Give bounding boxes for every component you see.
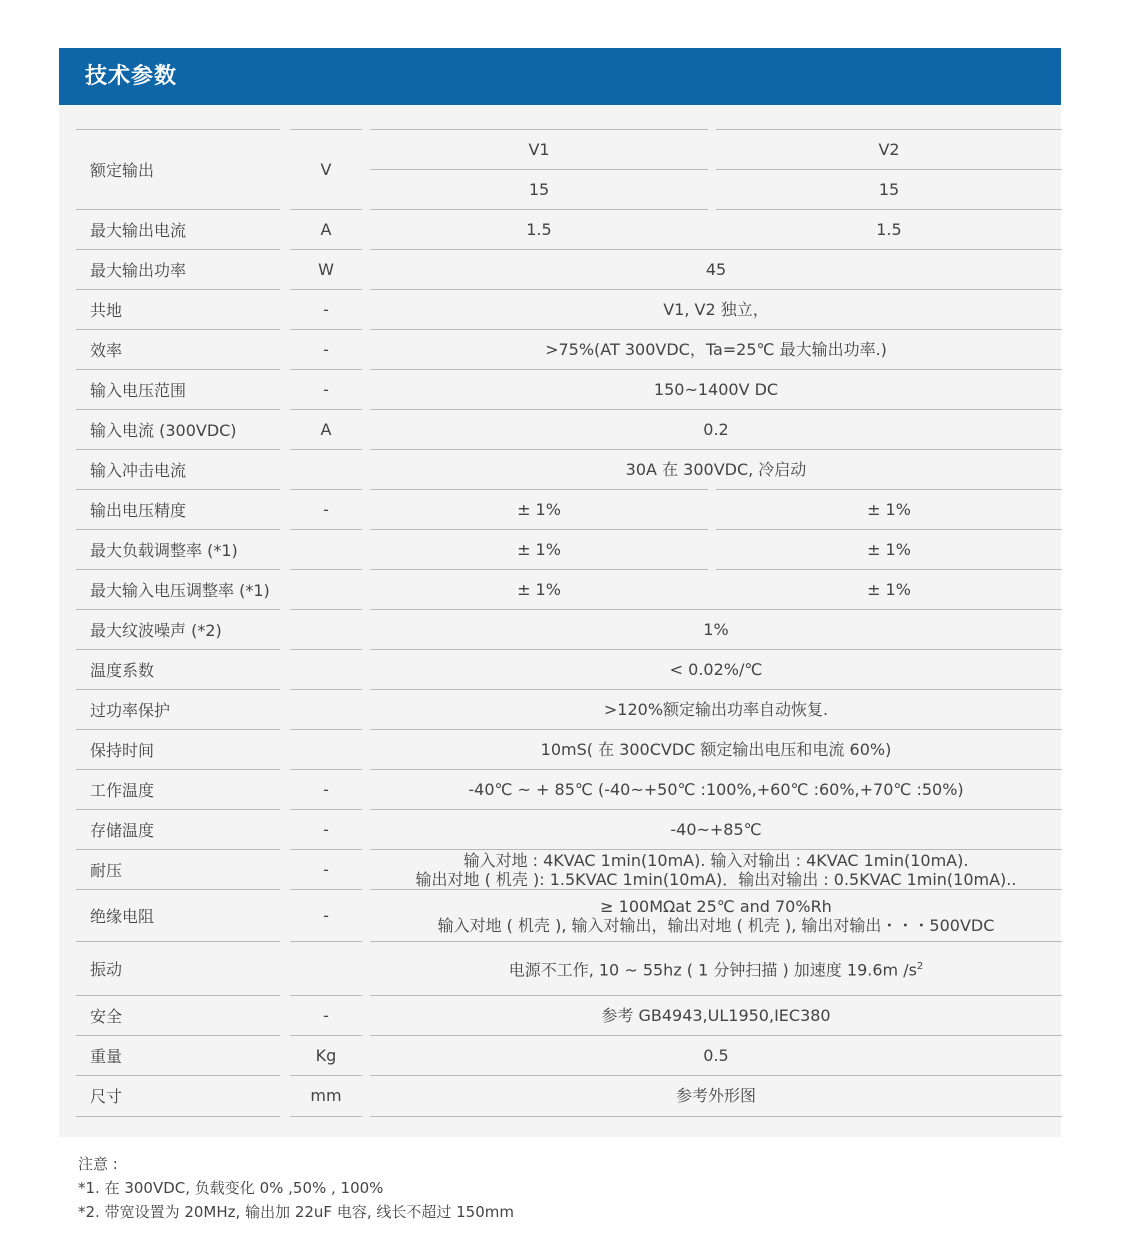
row-value [370,1035,1062,1075]
table-row [59,289,1061,329]
row-value-text: >120%额定输出功率自动恢复. [603,700,829,719]
row-unit: V [290,129,362,209]
row-label: 最大输出电流 [76,209,280,249]
row-value-line [654,380,778,399]
row-value-line [703,620,728,639]
row-label: 输入电压范围 [76,369,280,409]
row-value [370,769,1062,809]
note-item: *2. 带宽设置为 20MHz, 输出加 22uF 电容, 线长不超过 150mm [78,1203,514,1221]
v1-value: 15 [370,169,708,209]
row-value [370,729,1062,769]
row-value-line [676,1086,756,1105]
row-value-text: 30A 在 300VDC, 冷启动 [625,460,807,479]
row-value-line [468,780,963,799]
row-label: 额定输出 [76,129,280,209]
table-row [59,209,1061,249]
row-unit: - [290,329,362,369]
row-unit: - [290,849,362,889]
row-unit: - [290,995,362,1035]
row-value-line [604,700,828,719]
section-header [59,48,1061,105]
row-unit: - [290,369,362,409]
row-value [370,1075,1062,1115]
row-value-line [464,851,969,870]
row-value [370,809,1062,849]
row-value-text: >75%(AT 300VDC，Ta=25℃ 最大输出功率.) [545,340,887,359]
row-unit [290,529,362,569]
row-label: 安全 [76,995,280,1035]
row-label: 绝缘电阻 [76,889,280,941]
row-value [370,649,1062,689]
row-value [370,329,1062,369]
row-label: 重量 [76,1035,280,1075]
table-row [59,329,1061,369]
row-value-line [703,1046,728,1065]
table-row-rated-output [59,129,1061,209]
row-label: 最大纹波噪声 (*2) [76,609,280,649]
v2-value: ± 1% [716,489,1062,529]
note-item: *1. 在 300VDC, 负载变化 0% ,50% , 100% [78,1179,384,1197]
row-value-text: 45 [705,260,727,279]
row-value-line [600,897,832,916]
row-unit: W [290,249,362,289]
row-unit: - [290,809,362,849]
table-row [59,689,1061,729]
row-unit: A [290,409,362,449]
superscript: 2 [916,961,924,973]
table-row [59,529,1061,569]
row-label: 尺寸 [76,1075,280,1115]
row-value-text: 0.2 [703,420,729,439]
row-unit [290,689,362,729]
row-label: 工作温度 [76,769,280,809]
row-value-line [601,1006,830,1025]
row-unit: - [290,489,362,529]
spec-table [59,105,1061,1137]
row-value [370,995,1062,1035]
table-row [59,249,1061,289]
row-value-text: < 0.02%/℃ [669,660,763,679]
table-row [59,849,1061,889]
row-label: 过功率保护 [76,689,280,729]
row-value [370,289,1062,329]
row-value-text: 150~1400V DC [653,380,779,399]
table-row [59,569,1061,609]
row-value-line-2: 输入对地 ( 机壳 ), 输入对输出，输出对地 ( 机壳 ), 输出对输出・・・500VDC [437,915,995,935]
notes-title: 注意 : [78,1155,118,1173]
table-row [59,649,1061,689]
table-row [59,769,1061,809]
row-unit [290,609,362,649]
row-label: 最大输入电压调整率 (*1) [76,569,280,609]
row-label: 温度系数 [76,649,280,689]
row-value-text: 参考 GB4943,UL1950,IEC380 [601,1006,831,1025]
row-value-text: ≥ 100MΩat 25℃ and 70%Rh [600,896,832,916]
row-value-text: -40℃ ~ + 85℃ (-40~+50℃ :100%,+60℃ :60%,+70℃ :50%) [468,780,964,799]
row-value-text: 输入对地 : 4KVAC 1min(10mA). 输入对输出 : 4KVAC 1min(10mA). [463,850,969,870]
v1-value: 1.5 [370,209,708,249]
row-unit: A [290,209,362,249]
row-unit: Kg [290,1035,362,1075]
row-unit [290,941,362,995]
table-row [59,409,1061,449]
row-value [370,249,1062,289]
row-unit: - [290,889,362,941]
table-row [59,809,1061,849]
row-value [370,369,1062,409]
notes [78,1152,514,1224]
row-label: 最大输出功率 [76,249,280,289]
row-value-text: 参考外形图 [675,1086,756,1105]
row-label: 最大负载调整率 (*1) [76,529,280,569]
row-value [370,409,1062,449]
row-label: 输入冲击电流 [76,449,280,489]
row-value [370,941,1062,995]
table-row [59,1035,1061,1075]
row-value-text: V1, V2 独立， [663,300,769,319]
row-value-line [663,300,769,319]
v2-header: V2 [716,129,1062,169]
v1-value: ± 1% [370,569,708,609]
row-unit [290,649,362,689]
row-unit [290,449,362,489]
section-title: 技术参数 [85,64,178,89]
row-label: 输入电流 (300VDC) [76,409,280,449]
row-value-line [626,460,807,479]
row-value [370,449,1062,489]
row-unit: mm [290,1075,362,1115]
row-unit [290,729,362,769]
row-value-line [509,957,924,979]
v1-value: ± 1% [370,529,708,569]
row-label: 效率 [76,329,280,369]
v2-value: 15 [716,169,1062,209]
table-row [59,941,1061,995]
row-value-text: 1% [703,620,729,639]
table-row [59,889,1061,941]
table-row [59,1075,1061,1115]
v2-value: ± 1% [716,569,1062,609]
v2-value: 1.5 [716,209,1062,249]
row-value-text: 电源不工作, 10 ~ 55hz ( 1 分钟扫描 ) 加速度 19.6m /s [508,960,917,980]
v1-value: ± 1% [370,489,708,529]
row-value [370,609,1062,649]
row-value-line [541,740,892,759]
row-unit: - [290,289,362,329]
row-value [370,889,1062,941]
v2-value: ± 1% [716,529,1062,569]
v1-header: V1 [370,129,708,169]
table-row [59,995,1061,1035]
table-row [59,609,1061,649]
row-label: 存储温度 [76,809,280,849]
row-label: 保持时间 [76,729,280,769]
table-row [59,489,1061,529]
row-value-line-2: 输出对地 ( 机壳 ): 1.5KVAC 1min(10mA)．输出对输出 : 0.5KVAC 1min(10mA).. [415,869,1017,889]
row-value [370,849,1062,889]
row-value-line [545,340,887,359]
row-label: 耐压 [76,849,280,889]
row-value-line [703,420,728,439]
table-row [59,729,1061,769]
row-value [370,689,1062,729]
row-value-line [670,660,763,679]
table-row [59,449,1061,489]
row-unit [290,569,362,609]
row-label: 共地 [76,289,280,329]
row-value-line [670,820,761,839]
row-value-text: 0.5 [703,1046,729,1065]
row-value-line [706,260,726,279]
row-value-text: 10mS( 在 300CVDC 额定输出电压和电流 60%) [540,740,892,759]
row-unit: - [290,769,362,809]
row-label: 振动 [76,941,280,995]
row-value-text: -40~+85℃ [670,820,762,839]
table-row [59,369,1061,409]
row-label: 输出电压精度 [76,489,280,529]
